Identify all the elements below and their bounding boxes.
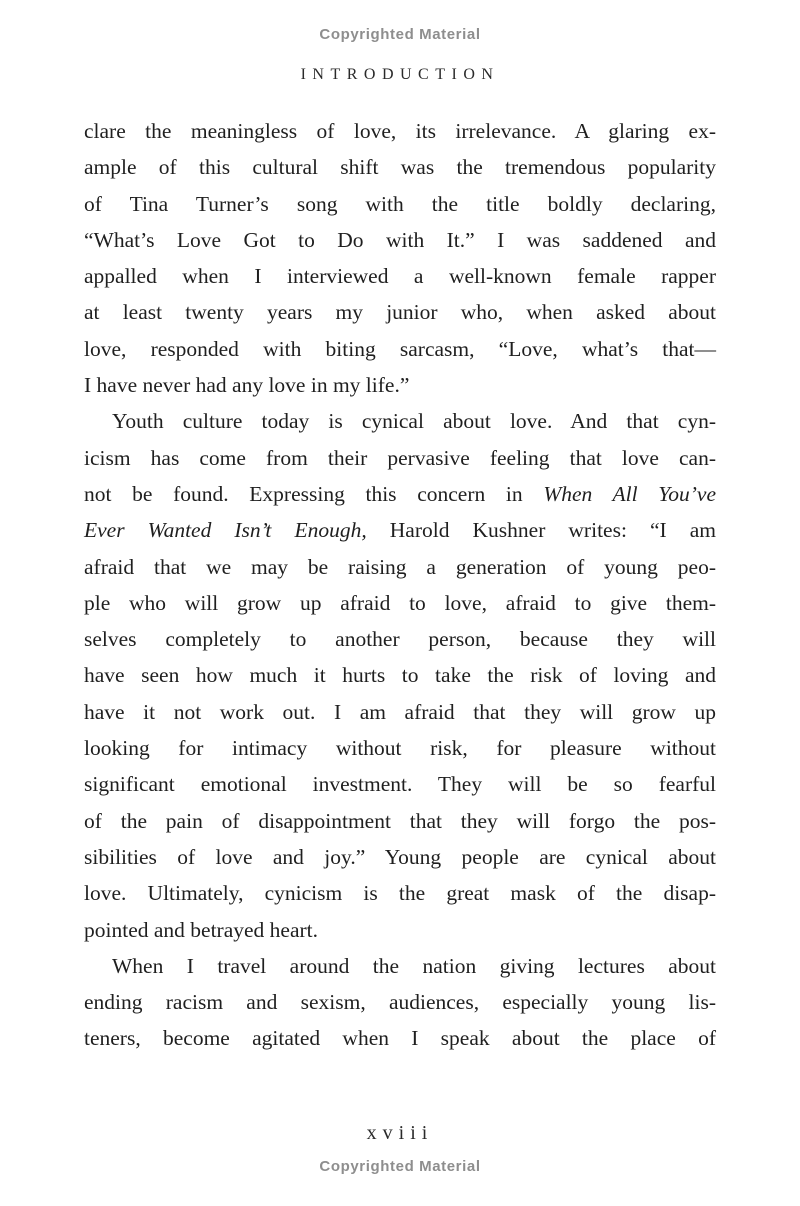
body-line: looking for intimacy without risk, for pleasure without <box>84 736 716 761</box>
body-line: at least twenty years my junior who, when asked about <box>84 300 716 325</box>
body-line: have seen how much it hurts to take the risk of loving and <box>84 663 716 688</box>
body-line: teners, become agitated when I speak about the place of <box>84 1026 716 1051</box>
body-line: selves completely to another person, because they will <box>84 627 716 652</box>
body-line: ample of this cultural shift was the tremendous popularity <box>84 155 716 180</box>
body-line <box>84 476 716 512</box>
copyright-notice-bottom: Copyrighted Material <box>319 1158 481 1175</box>
body-line: sibilities of love and joy.” Young people are cynical about <box>84 844 716 869</box>
body-line: of Tina Turner’s song with the title boldly declaring, <box>84 191 716 216</box>
body-line: clare the meaningless of love, its irrelevance. A glaring ex- <box>84 119 716 143</box>
chapter-header: INTRODUCTION <box>300 66 500 83</box>
body-line: afraid that we may be raising a generation of young peo- <box>84 554 716 579</box>
body-text <box>84 113 716 1057</box>
book-title-italic: When All You’ve <box>543 481 717 506</box>
body-line: appalled when I interviewed a well-known female rapper <box>84 264 716 289</box>
body-line: “What’s Love Got to Do with It.” I was saddened and <box>84 227 716 252</box>
body-line: ending racism and sexism, audiences, especially young lis- <box>84 990 716 1015</box>
book-title-italic: Ever Wanted Isn’t Enough, <box>84 518 367 543</box>
body-line: love. Ultimately, cynicism is the great mask of the disap- <box>84 881 716 906</box>
body-line: pointed and betrayed heart. <box>84 917 319 942</box>
body-line: significant emotional investment. They will be so fearful <box>84 772 716 797</box>
body-line: have it not work out. I am afraid that they will grow up <box>84 699 716 724</box>
copyright-notice-top: Copyrighted Material <box>319 26 481 43</box>
body-line: ple who will grow up afraid to love, afraid to give them- <box>84 590 716 615</box>
body-line: I have never had any love in my life.” <box>84 373 410 398</box>
body-segment: not be found. Expressing this concern in <box>84 481 544 506</box>
body-line: icism has come from their pervasive feeling that love can- <box>84 445 716 470</box>
body-line: of the pain of disappointment that they will forgo the pos- <box>84 808 716 833</box>
page-number: xviii <box>366 1122 434 1144</box>
body-line <box>84 512 716 548</box>
body-line: Youth culture today is cynical about love. And that cyn- <box>112 409 716 434</box>
body-line: love, responded with biting sarcasm, “Love, what’s that— <box>84 336 716 361</box>
body-segment: Harold Kushner writes: “I am <box>366 518 716 543</box>
body-line: When I travel around the nation giving lectures about <box>112 953 716 978</box>
